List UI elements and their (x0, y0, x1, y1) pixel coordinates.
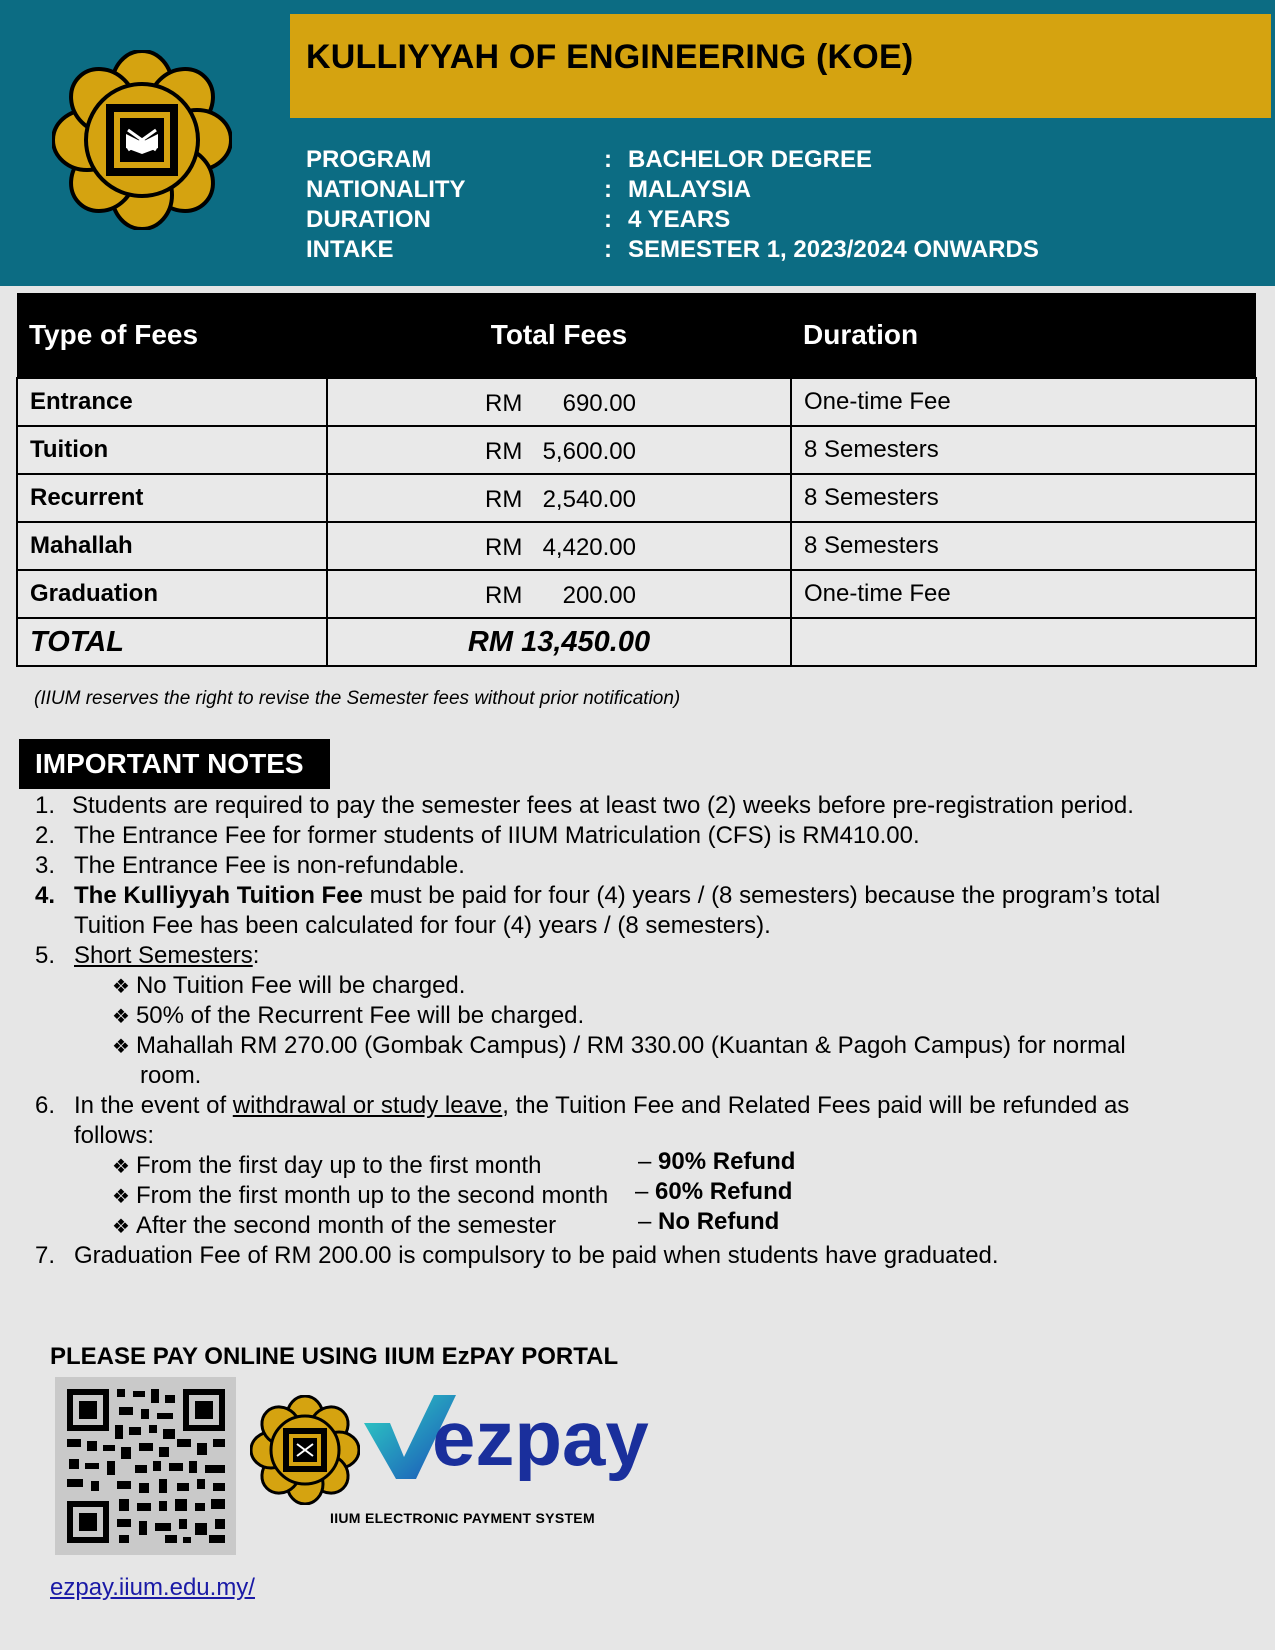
note-5-colon: : (252, 942, 260, 969)
fee-duration: 8 Semesters (791, 426, 1256, 474)
info-key: NATIONALITY (306, 176, 466, 203)
column-header-type: Type of Fees (17, 293, 327, 378)
fee-type: Graduation (17, 570, 327, 618)
ezpay-subtitle: IIUM ELECTRONIC PAYMENT SYSTEM (330, 1510, 595, 1526)
table-row (17, 570, 1256, 618)
column-header-total: Total Fees (327, 293, 791, 378)
info-colon: : (604, 176, 612, 203)
bullet-text: 50% of the Recurrent Fee will be charged. (135, 1002, 585, 1029)
note-number: 6. (35, 1092, 56, 1119)
ezpay-logo-icon (360, 1385, 660, 1495)
info-row-nationality (306, 175, 1206, 205)
notes-heading: IMPORTANT NOTES (19, 739, 330, 789)
note-6-pre: In the event of (74, 1092, 233, 1119)
note-6-cont: follows: (74, 1122, 155, 1149)
diamond-bullet-icon: ❖ (112, 1006, 130, 1028)
table-row (17, 426, 1256, 474)
bullet-text: No Tuition Fee will be charged. (135, 972, 466, 999)
note-number: 4. (35, 882, 56, 909)
fee-amount (327, 378, 791, 426)
note-2-text: The Entrance Fee for former students of IIUM Matriculation (CFS) is RM410.00. (74, 822, 920, 849)
fee-type: Recurrent (17, 474, 327, 522)
refund-rate (635, 1178, 792, 1206)
qr-code[interactable] (55, 1377, 236, 1555)
refund-period (112, 1152, 541, 1180)
column-header-duration: Duration (791, 293, 1256, 378)
currency-label: RM (485, 390, 523, 417)
table-header-row (17, 293, 1256, 378)
amount-value: 690.00 (562, 390, 636, 417)
fee-amount (327, 474, 791, 522)
info-key: DURATION (306, 206, 431, 233)
note-number: 2. (35, 822, 56, 849)
bullet-text: Mahallah RM 270.00 (Gombak Campus) / RM 330.00 (Kuantan & Pagoh Campus) for normal (135, 1032, 1126, 1059)
refund-period-text: After the second month of the semester (135, 1212, 557, 1239)
note-6-post: , the Tuition Fee and Related Fees paid will be refunded as (502, 1092, 1130, 1119)
fees-disclaimer: (IIUM reserves the right to revise the Semester fees without prior notification) (34, 688, 681, 709)
header-band (0, 0, 1275, 286)
program-info (306, 145, 1206, 265)
diamond-bullet-icon: ❖ (112, 1216, 130, 1238)
info-key: INTAKE (306, 236, 394, 263)
diamond-bullet-icon: ❖ (112, 1036, 130, 1058)
ezpay-link[interactable]: ezpay.iium.edu.my/ (50, 1574, 255, 1601)
fee-duration: 8 Semesters (791, 474, 1256, 522)
fees-table (16, 293, 1257, 667)
note-5-heading: Short Semesters (74, 942, 253, 969)
amount-value: 2,540.00 (542, 486, 636, 513)
refund-period (112, 1212, 556, 1240)
diamond-bullet-icon: ❖ (112, 976, 130, 998)
info-value: BACHELOR DEGREE (628, 146, 873, 173)
fee-amount (327, 426, 791, 474)
note-7-text: Graduation Fee of RM 200.00 is compulsory to be paid when students have graduated. (74, 1242, 999, 1269)
note-6-underlined: withdrawal or study leave (232, 1092, 503, 1119)
note-number: 3. (35, 852, 56, 879)
currency-label: RM (485, 582, 523, 609)
diamond-bullet-icon: ❖ (112, 1186, 130, 1208)
info-value: 4 YEARS (628, 206, 731, 233)
fee-type: Mahallah (17, 522, 327, 570)
note-5-line (74, 942, 259, 970)
fee-duration: One-time Fee (791, 570, 1256, 618)
refund-rate-text: 90% Refund (658, 1148, 796, 1175)
currency-label: RM (485, 486, 523, 513)
fee-duration: 8 Semesters (791, 522, 1256, 570)
info-colon: : (604, 236, 612, 263)
fee-duration: One-time Fee (791, 378, 1256, 426)
note-number: 7. (35, 1242, 56, 1269)
amount-value: 200.00 (562, 582, 636, 609)
refund-period (112, 1182, 608, 1210)
ezpay-ez-text: ezpay (432, 1394, 649, 1482)
refund-period-text: From the first day up to the first month (135, 1152, 542, 1179)
diamond-bullet-icon: ❖ (112, 1156, 130, 1178)
info-row-duration (306, 205, 1206, 235)
refund-dash: – (638, 1208, 652, 1235)
note-4-line (74, 882, 1160, 910)
note-4-text-cont: Tuition Fee has been calculated for four (4) years / (8 semesters). (74, 912, 771, 939)
fee-type: Entrance (17, 378, 327, 426)
info-row-program (306, 145, 1206, 175)
fee-type: Tuition (17, 426, 327, 474)
info-colon: : (604, 146, 612, 173)
info-key: PROGRAM (306, 146, 432, 173)
currency-label: RM (485, 438, 523, 465)
pay-online-heading: PLEASE PAY ONLINE USING IIUM EzPAY PORTAL (50, 1343, 619, 1370)
bullet-item (112, 972, 465, 1000)
refund-dash: – (635, 1178, 649, 1205)
refund-rate-text: 60% Refund (655, 1178, 793, 1205)
note-3-text: The Entrance Fee is non-refundable. (74, 852, 465, 879)
fee-amount (327, 522, 791, 570)
total-label: TOTAL (17, 618, 327, 666)
refund-rate (638, 1148, 795, 1176)
info-row-intake (306, 235, 1206, 265)
info-value: MALAYSIA (628, 176, 752, 203)
table-row (17, 474, 1256, 522)
bullet-text-cont: room. (140, 1062, 202, 1089)
page-title: KULLIYYAH OF ENGINEERING (KOE) (306, 38, 914, 76)
note-1-text: Students are required to pay the semester fees at least two (2) weeks before pre-registration period. (72, 792, 1134, 819)
bullet-item (112, 1002, 584, 1030)
total-duration-empty (791, 618, 1256, 666)
total-row (17, 618, 1256, 666)
currency-label: RM (485, 534, 523, 561)
table-row (17, 378, 1256, 426)
iium-emblem-icon (250, 1395, 360, 1505)
amount-value: 5,600.00 (542, 438, 636, 465)
title-bar (290, 14, 1271, 118)
note-4-bold: The Kulliyyah Tuition Fee (74, 882, 363, 909)
total-amount: RM 13,450.00 (327, 618, 791, 666)
info-value: SEMESTER 1, 2023/2024 ONWARDS (628, 236, 1039, 263)
table-row (17, 522, 1256, 570)
iium-emblem-icon (52, 50, 232, 230)
refund-rate-text: No Refund (658, 1208, 780, 1235)
note-number: 5. (35, 942, 56, 969)
refund-dash: – (638, 1148, 652, 1175)
refund-period-text: From the first month up to the second month (135, 1182, 609, 1209)
info-colon: : (604, 206, 612, 233)
bullet-item (112, 1032, 1126, 1060)
note-4-text: must be paid for four (4) years / (8 semesters) because the program’s total (362, 882, 1161, 909)
fee-amount (327, 570, 791, 618)
note-number: 1. (35, 792, 56, 819)
refund-rate (638, 1208, 779, 1236)
qr-code-icon (55, 1377, 236, 1555)
note-6-line (74, 1092, 1129, 1120)
amount-value: 4,420.00 (542, 534, 636, 561)
